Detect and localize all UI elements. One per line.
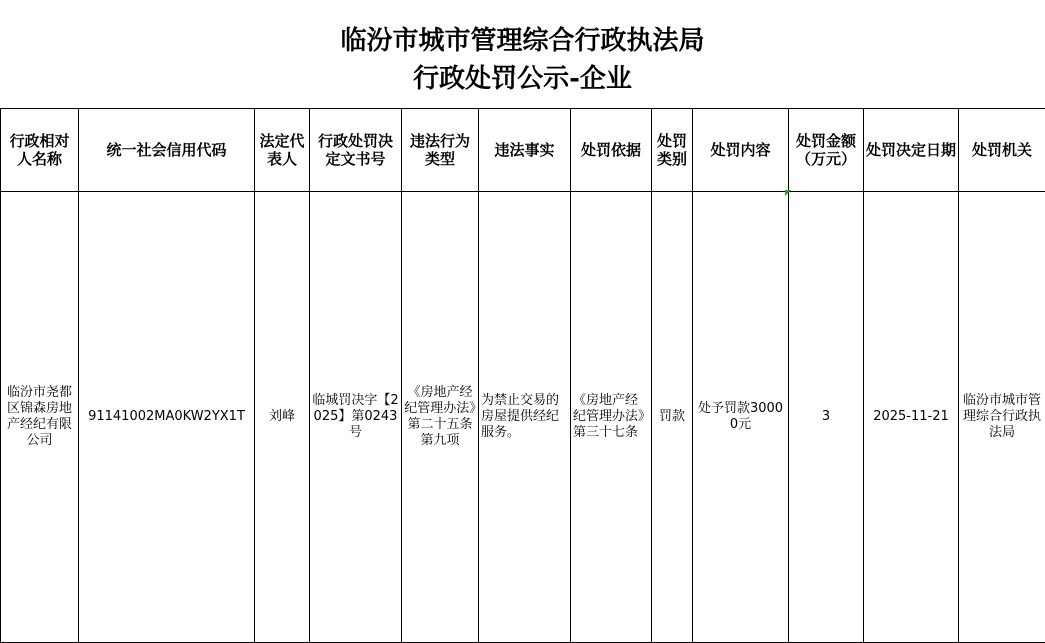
header-facts[interactable]: 违法事实 <box>479 109 571 192</box>
header-authority[interactable]: 处罚机关 <box>959 109 1045 192</box>
cell-basis[interactable]: 《房地产经纪管理办法》第三十七条 <box>571 192 652 643</box>
cell-facts[interactable]: 为禁止交易的房屋提供经纪服务。 <box>479 192 571 643</box>
cell-amount[interactable]: 3 <box>789 192 864 643</box>
table-row <box>1 192 1045 643</box>
cell-date[interactable]: 2025-11-21 <box>864 192 959 643</box>
header-doc-no[interactable]: 行政处罚决定文书号 <box>310 109 402 192</box>
header-name[interactable]: 行政相对人名称 <box>1 109 79 192</box>
title-area <box>0 0 1045 108</box>
page-subtitle: 行政处罚公示-企业 <box>0 58 1045 95</box>
cell-name[interactable]: 临汾市尧都区锦森房地产经纪有限公司 <box>1 192 79 643</box>
header-violation-type[interactable]: 违法行为类型 <box>402 109 479 192</box>
penalty-table <box>0 108 1045 643</box>
header-row <box>1 109 1045 192</box>
cell-content[interactable]: 处予罚款30000元 <box>693 192 789 643</box>
cell-authority[interactable]: 临汾市城市管理综合行政执法局 <box>959 192 1045 643</box>
header-basis[interactable]: 处罚依据 <box>571 109 652 192</box>
header-amount[interactable]: 处罚金额（万元） <box>789 109 864 192</box>
header-legal-rep[interactable]: 法定代表人 <box>255 109 310 192</box>
cell-legal-rep[interactable]: 刘峰 <box>255 192 310 643</box>
cell-credit-code[interactable]: 91141002MA0KW2YX1T <box>79 192 255 643</box>
header-category[interactable]: 处罚类别 <box>652 109 693 192</box>
header-credit-code[interactable]: 统一社会信用代码 <box>79 109 255 192</box>
cell-category[interactable]: 罚款 <box>652 192 693 643</box>
cell-doc-no[interactable]: 临城罚决字【2025】第0243号 <box>310 192 402 643</box>
cell-comment-marker <box>785 190 791 196</box>
header-date[interactable]: 处罚决定日期 <box>864 109 959 192</box>
header-content[interactable]: 处罚内容 <box>693 109 789 192</box>
cell-violation-type[interactable]: 《房地产经纪管理办法》第二十五条第九项 <box>402 192 479 643</box>
page-title: 临汾市城市管理综合行政执法局 <box>0 20 1045 57</box>
